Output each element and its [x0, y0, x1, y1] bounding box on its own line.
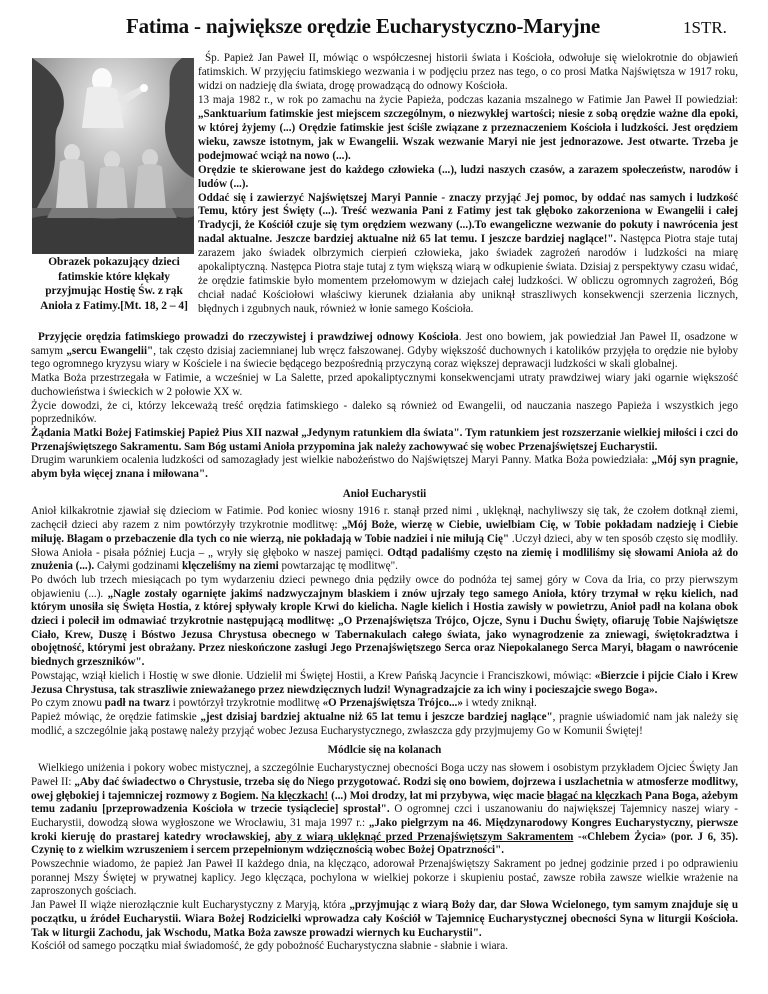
intro-column [198, 52, 738, 317]
kneel-paragraph [31, 762, 738, 858]
intro-quote-paragraph [198, 94, 738, 164]
page-header [0, 14, 768, 48]
plain-text: Po czym znowu [31, 697, 105, 710]
section-heading-kneel: Módlcie się na kolanach [327, 744, 442, 757]
intro-text: Następca Piotra staje tutaj zarazem jako świadek olbrzymich cierpień człowieka, jako świadek zagrożeń narodów i ludzkości na miarę apokaliptyczną. Następca Piotra staje tutaj z tym większą wiarą w odkupienie świata. Dzisiaj z perspektywy czasu widać, że orędzie fatimskie było momentem przełomowym w dziejach całej ludzkości. W obliczu ogromnych zagrożeń, Bóg chciał nadać Kościołowi właściwy kierunek działania aby uniknął straszliwych konsekwencji szerzenia licznych, błędnych i zgubnych nauk, również w łonie samego Kościoła. [198, 233, 739, 316]
intro-quote: „Sanktuarium fatimskie jest miejscem szczególnym, o niezwykłej wartości; niesie z sobą orędzie ważne dla epoki, w której żyjemy (...) Orędzie fatimskie jest ściśle związane z przeznaczeniem Kościoła i ludzkości. Jest orędziem wieku, zawsze istotnym, jak w Ewangelii. Wszak wezwanie Maryi nie jest jednorazowe. Jest otwarte. Trzeba je podejmować wciąż na nowo (...). [198, 107, 738, 162]
bold-text: -«Chlebem Życia» (por. J 6, 35). Czynię to z wielkim wzruszeniem i sercem przepełnionym wdzięcznością wobec Bożej Opatrzności". [31, 830, 739, 857]
plain-text: Wielkiego uniżenia i pokory wobec mistycznej, a szczególnie Eucharystycznej obecności Boga uczy nas słowem i osobistym przykładem Ojciec Święty Jan Paweł II: [31, 762, 738, 788]
underlined-text: błagać na klęczkach [547, 789, 643, 802]
plain-text: . Jest ono bowiem, jak powiedział Jan Paweł II, osadzone w samym [31, 331, 738, 357]
plain-text: Po dwóch lub trzech miesiącach po tym wydarzeniu dzieci pewnego dnia pędziły owce do podnóża tej samej góry w Cova da Iria, co przy pierwszym objawieniu (...). [31, 573, 738, 600]
bold-text: „Nagle zostały ogarnięte jakimś nadzwyczajnym blaskiem i znów ujrzały tego samego Anioła, który trzymał w ręku kielich, nad którym unosiła się Święta Hostia, z której spływały krople Krwi do kielicha. Nagle kielich i Hostia zawisły w powietrzu, Anioł padł na kolana obok dzieci i polecił im odmawiać trzykrotnie następującą modlitwę: „O Przenajświętsza Trójco, Ojcze, Synu i Duchu Święty, ofiaruję Tobie Najświętsze Ciało, Krew, Duszę i Bóstwo Jezusa Chrystusa obecnego w Tabernakulach całego świata, jako wynagrodzenie za zniewagi, świętokradztwa i obojętność, którymi jest obrażany. Przez nieskończone zasługi Jego Przenajświętszego Serca oraz Niepokalanego Serca Maryi, błagam o nawrócenie biednych grzeszników". [31, 587, 738, 669]
bold-text: klęczeliśmy na ziemi [182, 560, 279, 573]
kneel-paragraph: Powszechnie wiadomo, że papież Jan Paweł II każdego dnia, na klęcząco, adorował Przenajświętszy Sakrament po jednej godzinie przed i po odprawieniu porannej Mszy Świętej w prywatnej kaplicy. Jego klęcząca, pochylona w wielkiej pokorze i skupieniu postać, zawsze robiła zawsze wielkie wrażenie na zaproszonych gościach. [31, 858, 738, 898]
bold-text: „przyjmując z wiarą Boży dar, dar Słowa Wcielonego, tym samym znajduje się u początku, u źródeł Eucharystii. Wiara Bożej Rodzicielki wprowadza cały Kościół w Tajemnicę Eucharystycznej obecności Syna w liturgii Kościoła. Tak w liturgii Zachodu, jak Wschodu, Matka Boża zawsze prowadzi wiernych ku Eucharystii". [31, 899, 738, 939]
body-paragraph [31, 331, 738, 372]
bold-text: «Bierzcie i pijcie Ciało i Krew Jezusa Chrystusa, tak straszliwie znieważanego przez niewdzięcznych ludzi! Wynagradzajcie za ich winy i pocieszajcie swego Boga». [31, 669, 738, 696]
angel-paragraph [31, 670, 738, 697]
bold-text: „Mój Boże, wierzę w Ciebie, uwielbiam Cię, w Tobie pokładam nadzieję i Ciebie miłuję. Błagam o przebaczenie dla tych co nie wierzą, nie pokładają w Tobie nadziei i nie miłują Cię" [31, 519, 738, 545]
plain-text: O ogromnej czci i uszanowaniu do największej Tajemnicy naszej wiary - Eucharystii, dowodzą słowa wygłoszone we Wrocławiu, 31 maja 1997 r.: [31, 803, 738, 829]
bold-text: „Mój syn pragnie, abym była więcej znana i miłowana". [31, 454, 739, 481]
plain-text: Papież mówiąc, że orędzie fatimskie [31, 710, 201, 723]
bold-text: Odtąd padaliśmy często na ziemię i modliliśmy się słowami Anioła aż do znużenia (...). [31, 546, 738, 573]
kneel-paragraph [31, 899, 738, 940]
bold-text: „jest dzisiaj bardziej aktualne niż 65 lat temu i jeszcze bardziej naglące" [200, 710, 553, 723]
body-paragraph: Życie dowodzi, że ci, którzy lekceważą treść orędzia fatimskiego - daleko są również od Ewangelii, od nauczania naszego Papieża i wszystkich jego poprzedników. [31, 399, 738, 426]
plain-text: Powstając, wziął kielich i Hostię w swe dłonie. Udzielił mi Świętej Hostii, a Krew Pańską Jacyncie i Franciszkowi, mówiąc: [31, 669, 595, 682]
plain-text: powtarzając tę modlitwę". [278, 560, 398, 573]
plain-text: .Uczył dzieci, aby w ten sposób często się modliły. Słowa Anioła - pisała później Łucja – „ wryły się głęboko w naszej pamięci. [31, 532, 738, 559]
bold-text: (...) Moi drodzy, łat mi przybywa, więc macie [328, 789, 548, 802]
body-paragraph [31, 454, 738, 481]
underlined-text: Na klęczkach! [261, 789, 329, 802]
plain-text: Anioł kilkakrotnie zjawiał się dzieciom w Fatimie. Pod koniec wiosny 1916 r. stanął przed nimi , uklęknął, nachyliwszy się tak, że czołem dotknął ziemi, zachęcił dzieci aby razem z nim powtórzyły trzykrotnie modlitwę: [31, 505, 738, 532]
page-title: Fatima - największe orędzie Eucharystyczno-Maryjne [126, 14, 601, 38]
bold-text: „Aby dać świadectwo o Chrystusie, trzeba się do Niego przygotować. Rodzi się ono bowiem, dojrzewa i uszlachetnia w atmosferze modlitwy, owej głębokiej i tajemniczej rozmowy z Bogiem. [31, 775, 738, 802]
plain-text: Całymi godzinami [94, 560, 182, 573]
angel-paragraph [31, 505, 738, 574]
plain-text: , tak często dzisiaj zaciemnianej lub wręcz fałszowanej. Gdyby większość duchownych i katolików przyjęła to orędzie nie byłoby tego ogromnego kryzysu wiary w Kościele i na świecie będącego bezpośrednią przyczyną coraz większej deprawacji ludzkości w skali globalnej. [31, 344, 739, 371]
main-text [31, 331, 738, 954]
section-heading-angel: Anioł Eucharystii [342, 487, 427, 500]
bold-text: «O Przenajświętsza Trójco...» [322, 697, 463, 710]
bold-text: „sercu Ewangelii" [66, 344, 154, 357]
bold-text: Pana Boga, ażebym temu zadaniu [przeprowadzenia Kościoła w trzecie tysiąclecie] sprostał". [31, 789, 738, 816]
intro-paragraph [198, 192, 738, 318]
bold-text: „Jako pielgrzym na 46. Międzynarodowy Kongres Eucharystyczny, pierwsze kroki kieruję do prastarej katedry wrocławskiej, [31, 816, 739, 843]
photo-caption: Obrazek pokazujący dzieci fatimskie które klękały przyjmując Hostię Św. z rąk Anioła z Fatimy.[Mt. 18, 2 – 4] [40, 256, 188, 312]
plain-text: i powtórzył trzykrotnie modlitwę [169, 697, 323, 710]
intro-quote: Oddać się i zawierzyć Najświętszej Maryi Pannie - znaczy przyjąć Jej pomoc, by oddać nas samych i ludzkość Temu, który jest Święty (...). Treść wezwania Pani z Fatimy jest tak głęboko zakorzeniona w Ewangelii i całej Tradycji, że Kościół czuje się tym orędziem wezwany (...).To ewangeliczne wezwanie do pokuty i nawrócenia jest nadal aktualne. Jeszcze bardziej aktualne niż 65 lat temu. I jeszcze bardziej naglące!". [198, 191, 738, 246]
kneel-paragraph: Kościół od samego początku miał świadomość, że gdy pobożność Eucharystyczna słabnie - słabnie i wiara. [31, 940, 508, 953]
photo-image [32, 58, 194, 254]
underlined-text: aby z wiarą uklęknąć przed Przenajświętszym Sakramentem [274, 830, 574, 843]
plain-text: i wtedy zniknął. [462, 697, 537, 710]
fatima-children-photo [32, 58, 194, 254]
intro-text: 13 maja 1982 r., w rok po zamachu na życie Papieża, podczas kazania mszalnego w Fatimie Jan Paweł II powiedział: [198, 93, 738, 106]
bold-text: Przyjęcie orędzia fatimskiego prowadzi do rzeczywistej i prawdziwej odnowy Kościoła [38, 331, 459, 343]
body-paragraph-bold: Żądania Matki Bożej Fatimskiej Papież Pius XII nazwał „Jedynym ratunkiem dla świata". Tym ratunkiem jest rozszerzanie wielkiej miłości i czci do Przenajświętszego Sakramentu. Sam Bóg ustami Anioła przypomina jak należy zachowywać się wobec Przenajświętszej Eucharystii. [31, 426, 738, 453]
angel-paragraph [31, 574, 738, 670]
plain-text: , pragnie uświadomić nam jak należy się modlić, a szczególnie jaką postawę należy przyjąć wobec Jezusa Eucharystycznego, zwłaszcza gdy przyjmujemy Go w Komunii Świętej! [31, 710, 738, 737]
intro-paragraph-bold: Orędzie te skierowane jest do każdego człowieka (...), ludzi naszych czasów, a zarazem społeczeństw, narodów i ludów (...). [198, 163, 738, 190]
plain-text: Jan Paweł II wiąże nierozłącznie kult Eucharystyczny z Maryją, która [31, 899, 350, 912]
intro-paragraph: Śp. Papież Jan Paweł II, mówiąc o współczesnej historii świata i Kościoła, odwołuje się wielokrotnie do objawień fatimskich. W przyjęciu fatimskiego wezwania i w podjęciu przez nas tego, o co prosi Matka Najświętsza w 1917 roku, widzi on nadzieję dla świata, drogę prowadzącą do odnowy Kościoła. [198, 52, 738, 92]
angel-paragraph [31, 697, 738, 711]
plain-text: Drugim warunkiem ocalenia ludzkości od samozagłady jest wielkie nabożeństwo do Najświętszej Maryi Panny. Matka Boża powiedziała: [31, 454, 652, 467]
page-number: 1STR. [683, 18, 727, 37]
body-paragraph: Matka Boża przestrzegała w Fatimie, a wcześniej w La Salette, przed apokaliptycznymi konsekwencjami utraty prawdziwej wiary jaki ogarnie większość duchowieństwa i świeckich w 2 połowie XX w. [31, 372, 738, 398]
bold-text: padł na twarz [104, 697, 170, 710]
angel-paragraph [31, 711, 738, 738]
